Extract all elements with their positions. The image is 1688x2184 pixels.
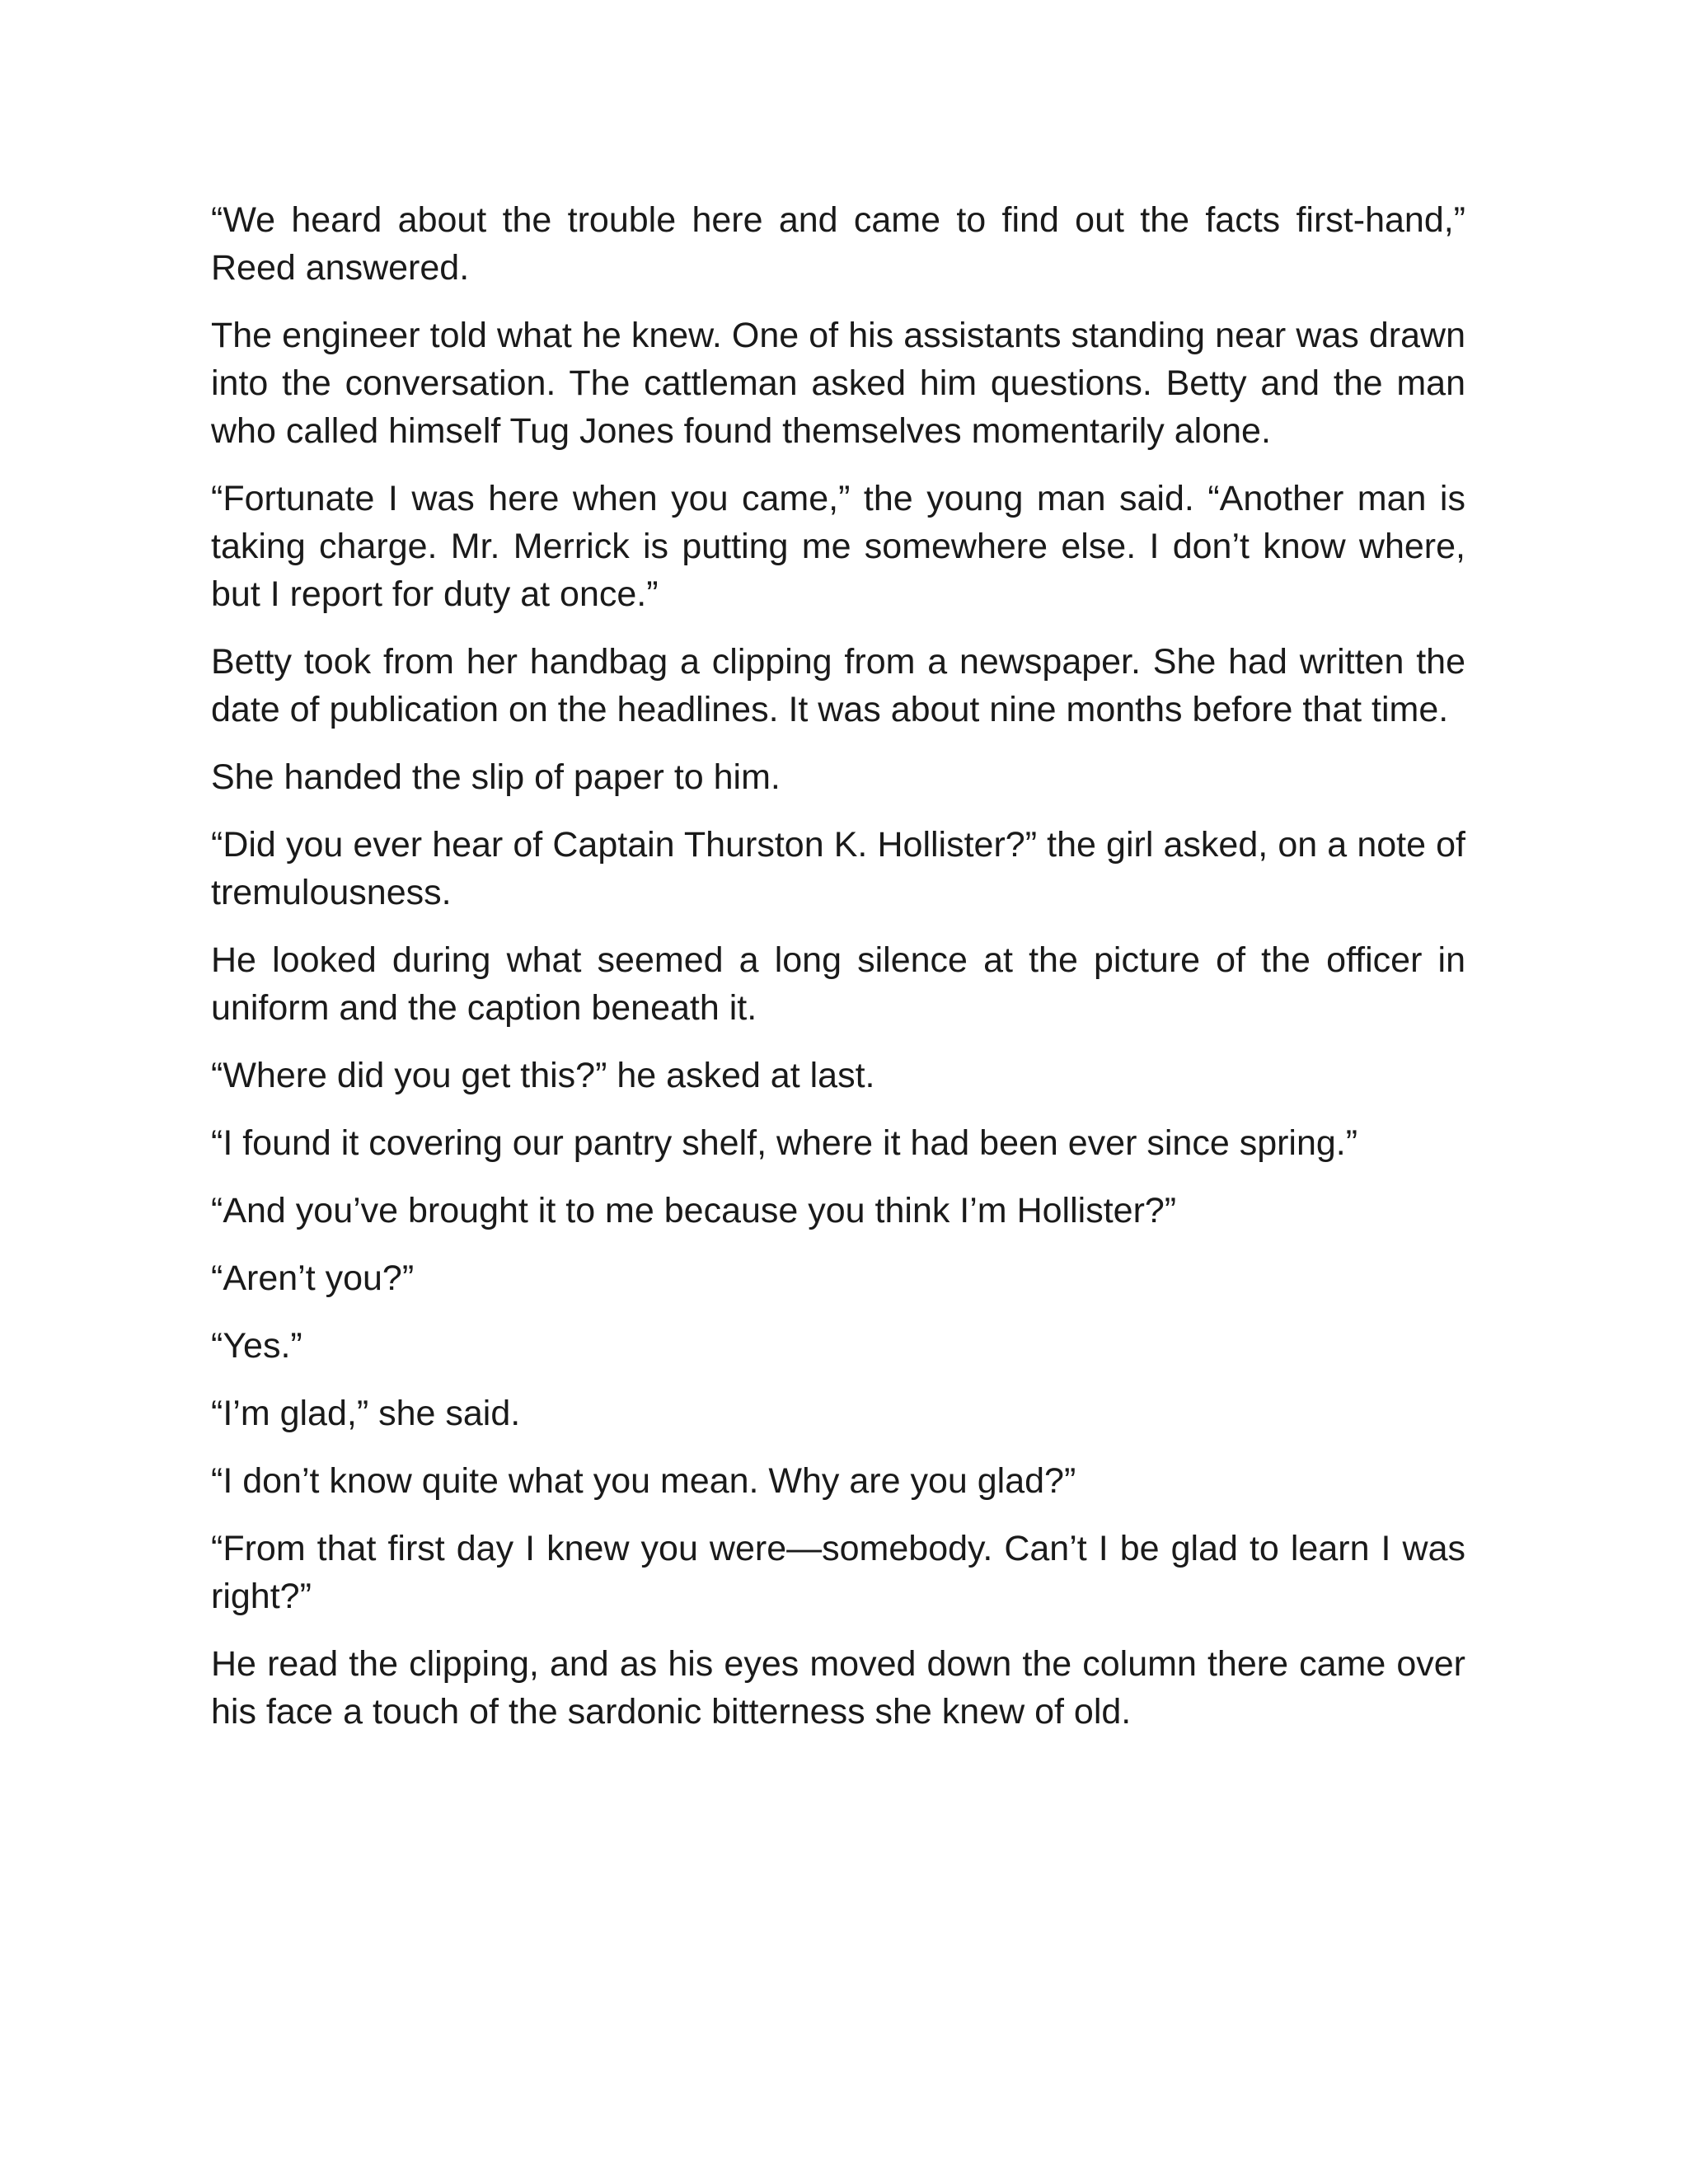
paragraph-1: “We heard about the trouble here and came to find out the facts first-hand,” Reed answered. (211, 200, 1465, 288)
paragraph-10: “And you’ve brought it to me because you think I’m Hollister?” (211, 1191, 1177, 1230)
body-text (211, 196, 1465, 1755)
paragraph-13: “I’m glad,” she said. (211, 1394, 521, 1433)
paragraph-12: “Yes.” (211, 1326, 302, 1366)
paragraph-14: “I don’t know quite what you mean. Why are you glad?” (211, 1461, 1076, 1501)
paragraph-15: “From that first day I knew you were—somebody. Can’t I be glad to learn I was right?” (211, 1529, 1465, 1616)
paragraph-5: She handed the slip of paper to him. (211, 757, 781, 797)
paragraph-6: “Did you ever hear of Captain Thurston K. Hollister?” the girl asked, on a note of tremulousness. (211, 825, 1465, 912)
paragraph-8: “Where did you get this?” he asked at last. (211, 1056, 875, 1095)
paragraph-2: The engineer told what he knew. One of his assistants standing near was drawn into the conversation. The cattleman asked him questions. Betty and the man who called himself Tug Jones found themselves momentarily alone. (211, 316, 1465, 451)
paragraph-9: “I found it covering our pantry shelf, where it had been ever since spring.” (211, 1123, 1358, 1163)
paragraph-7: He looked during what seemed a long silence at the picture of the officer in uniform and the caption beneath it. (211, 940, 1465, 1028)
paragraph-3: “Fortunate I was here when you came,” the young man said. “Another man is taking charge. Mr. Merrick is putting me somewhere else. I don’t know where, but I report for duty at once.” (211, 479, 1465, 614)
paragraph-11: “Aren’t you?” (211, 1258, 415, 1298)
paragraph-4: Betty took from her handbag a clipping from a newspaper. She had written the date of publication on the headlines. It was about nine months before that time. (211, 642, 1465, 729)
paragraph-16: He read the clipping, and as his eyes moved down the column there came over his face a touch of the sardonic bitterness she knew of old. (211, 1644, 1465, 1732)
